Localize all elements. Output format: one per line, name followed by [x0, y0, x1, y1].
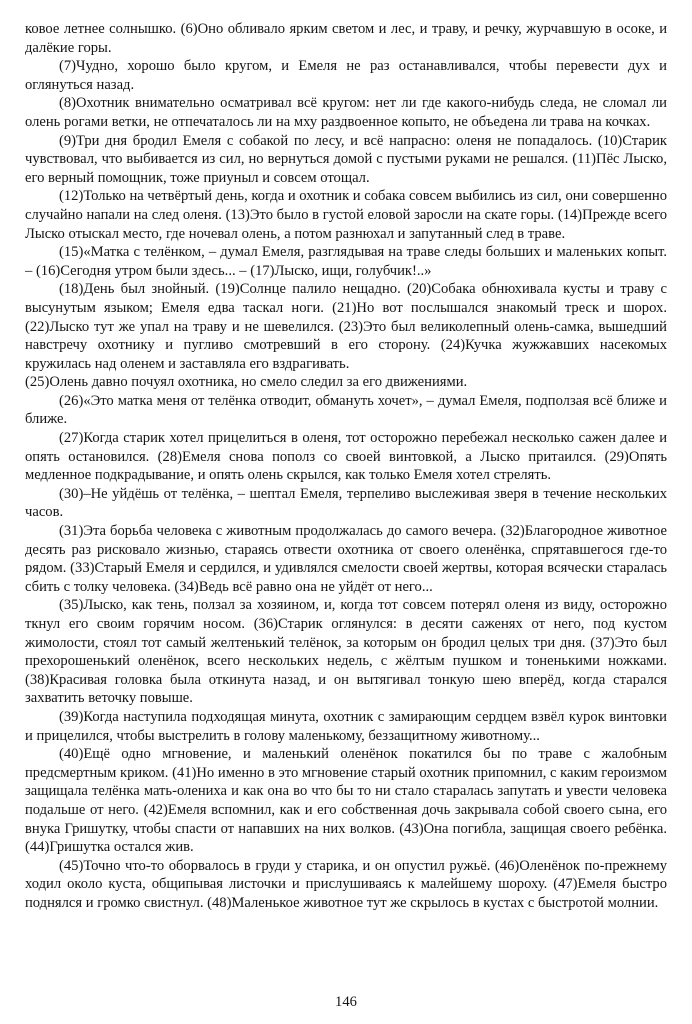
paragraph: (15)«Матка с телёнком, – думал Емеля, разглядывая на траве следы больших и маленьких копыт. – (16)Сегодня утром были здесь... – (17)Лыско, ищи, голубчик!..» [25, 244, 667, 279]
paragraph: (45)Точно что-то оборвалось в груди у старика, и он опустил ружьё. (46)Оленёнок по-прежнему ходил около куста, общипывая листочки и прислушиваясь к малейшему шороху. (47)Емеля быстро поднялся и громко свистнул. (48)Маленькое животное тут же скрылось в кустах с быстротой молнии. [25, 857, 667, 911]
paragraph: ковое летнее солнышко. (6)Оно обливало ярким светом и лес, и траву, и речку, журчавшую в осоке, и далёкие горы. [25, 21, 667, 56]
paragraph: (8)Охотник внимательно осматривал всё кругом: нет ли где какого-нибудь следа, не сломал ли олень рогами ветки, не отпечаталось ли на мху раздвоенное копыто, не объедена ли трава на кочках. [25, 95, 667, 130]
paragraph: (26)«Это матка меня от телёнка отводит, обмануть хочет», – думал Емеля, подползая всё ближе и ближе. [25, 392, 667, 428]
paragraph: (30)–Не уйдёшь от телёнка, – шептал Емеля, терпеливо выслеживая зверя в течение нескольких часов. [25, 485, 667, 521]
paragraph: (40)Ещё одно мгновение, и маленький оленёнок покатился бы по траве с жалобным предсмертным криком. (41)Но именно в это мгновение старый охотник припомнил, с каким героизмом защищала телёнка мать-олениха и как она во что бы то ни стало старалась запутать и увести человека подальше от него. (42)Емеля вспомнил, как и его собственная дочь закрывала собой своего сына, его внука Гришутку, чтобы спасти от напавших на них волков. (43)Она погибла, защищая своего ребёнка. (44)Гришутка остался жив. [25, 746, 667, 856]
paragraph: (9)Три дня бродил Емеля с собакой по лесу, и всё напрасно: оленя не попадалось. (10)Старик чувствовал, что выбивается из сил, но вернуться домой с пустыми руками не решался. (11)Пёс Лыско, его верный помощник, тоже приуныл и совсем отощал. [25, 132, 667, 186]
page-number: 146 [335, 994, 357, 1011]
text-block [25, 20, 667, 989]
paragraph: (35)Лыско, как тень, ползал за хозяином, и, когда тот совсем потерял оленя из виду, осторожно ткнул его своим горячим носом. (36)Старик оглянулся: в десяти саженях от него, под кустом жимолости, стоял тот самый желтенький телёнок, за которым он бродил целых три дня. (37)Это был прехорошенький оленёнок, всего нескольких недель, с жёлтым пушком и тоненькими ножками. (38)Красивая головка была откинута назад, и он вытягивал тонкую шею вперёд, когда старался захватить веточку повыше. [25, 597, 667, 707]
paragraph: (39)Когда наступила подходящая минута, охотник с замирающим сердцем взвёл курок винтовки и прицелился, чтобы выстрелить в голову маленькому, беззащитному животному... [25, 708, 667, 744]
paragraph: (18)День был знойный. (19)Солнце палило нещадно. (20)Собака обнюхивала кусты и траву с высунутым языком; Емеля едва таскал ноги. (21)Но вот послышался знакомый треск и шорох. (22)Лыско тут же упал на траву и не шевелился. (23)Это был великолепный олень-самка, вышедший навстречу охотнику и пугливо смотревший в его сторону. (24)Кучка жужжавших насекомых кружилась над оленем и заставляла его вздрагивать. [25, 281, 667, 372]
paragraph: (12)Только на четвёртый день, когда и охотник и собака совсем выбились из сил, они совершенно случайно напали на след оленя. (13)Это было в густой еловой заросли на скате горы. (14)Прежде всего Лыско отыскал место, где ночевал олень, а потом разнюхал и запутанный след в траве. [25, 188, 667, 242]
paragraph: (25)Олень давно почуял охотника, но смело следил за его движениями. [25, 374, 468, 391]
paragraph: (27)Когда старик хотел прицелиться в оленя, тот осторожно перебежал несколько сажен далее и опять остановился. (28)Емеля снова пополз со своей винтовкой, а Лыско притаился. (29)Опять медленное подкрадывание, и опять олень скрылся, как только Емеля хотел стрелять. [25, 430, 667, 484]
paragraph: (31)Эта борьба человека с животным продолжалась до самого вечера. (32)Благородное животное десять раз рисковало жизнью, стараясь отвести охотника от своего оленёнка, спрятавшегося где-то рядом. (33)Старый Емеля и сердился, и удивлялся смелости своей жертвы, которая всячески старалась сбить с толку человека. (34)Ведь всё равно она не уйдёт от него... [25, 523, 667, 595]
paragraph: (7)Чудно, хорошо было кругом, и Емеля не раз останавливался, чтобы перевести дух и оглянуться назад. [25, 58, 667, 93]
